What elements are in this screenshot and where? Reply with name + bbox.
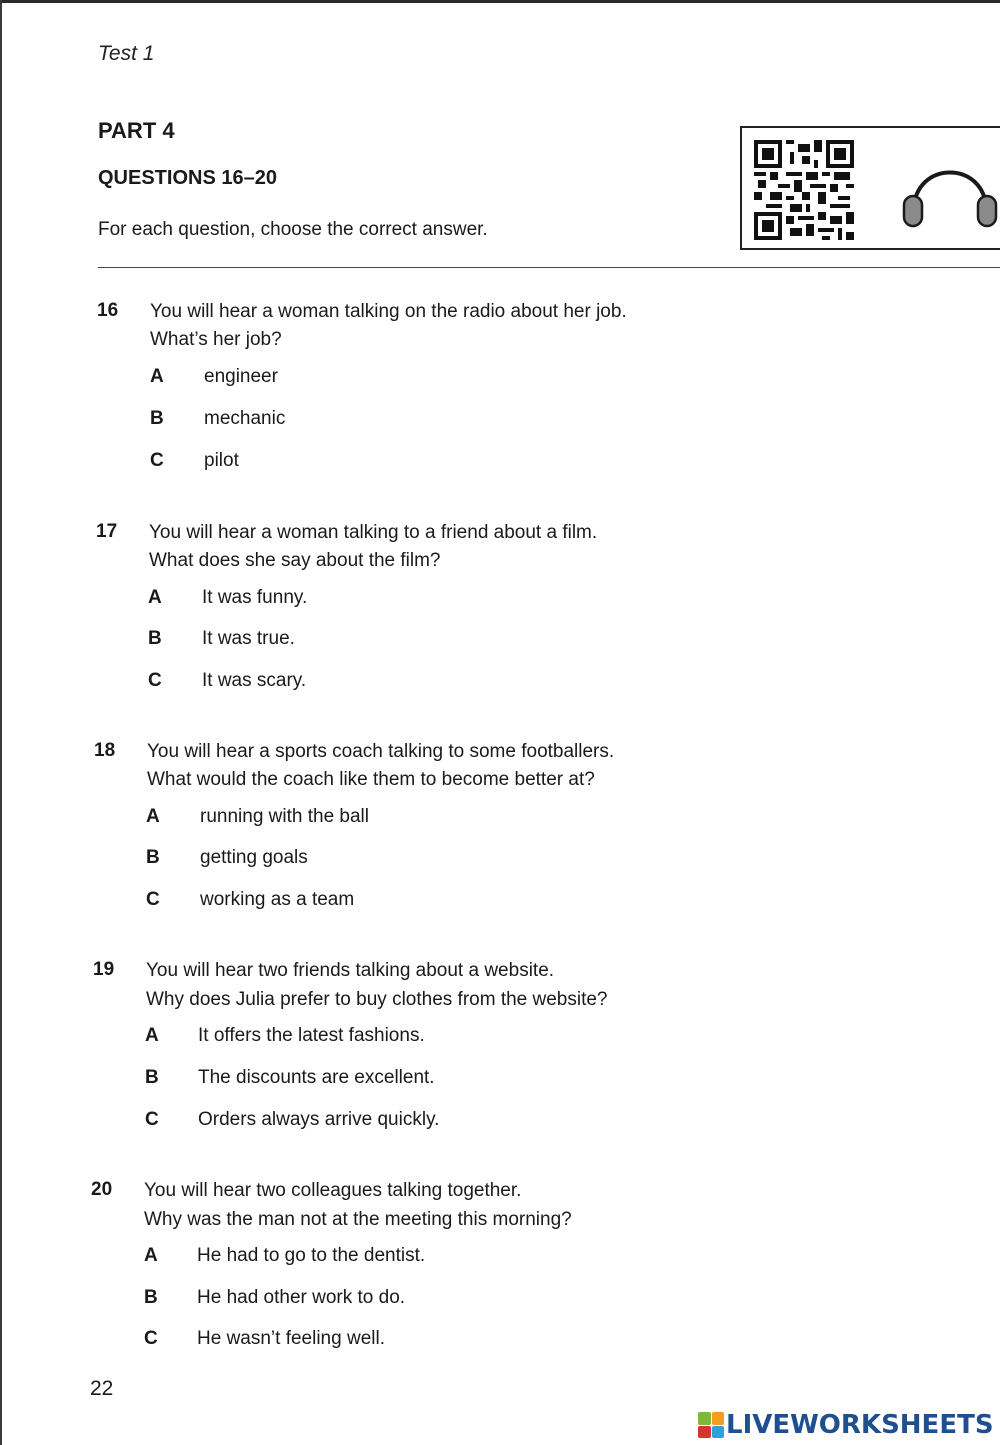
questions-range: QUESTIONS 16–20: [98, 167, 277, 189]
option-b[interactable]: The discounts are excellent.: [198, 1067, 435, 1088]
logo-square-green: [698, 1412, 711, 1425]
logo-square-orange: [712, 1412, 725, 1425]
option-a[interactable]: It offers the latest fashions.: [198, 1025, 425, 1046]
test-label: Test 1: [98, 42, 155, 65]
option-c[interactable]: It was scary.: [202, 670, 307, 691]
option-c[interactable]: Orders always arrive quickly.: [198, 1109, 440, 1130]
option-letter-b[interactable]: B: [144, 1287, 158, 1308]
option-letter-b[interactable]: B: [148, 628, 162, 649]
headphones-icon: [900, 148, 1000, 238]
question-prompt: You will hear two colleagues talking together.: [144, 1180, 522, 1201]
question-text: Why does Julia prefer to buy clothes from the website?: [146, 989, 608, 1010]
option-b[interactable]: He had other work to do.: [197, 1287, 406, 1308]
question-text: What would the coach like them to become better at?: [147, 769, 595, 790]
option-a[interactable]: running with the ball: [200, 806, 369, 827]
option-letter-b[interactable]: B: [150, 408, 164, 429]
option-c[interactable]: working as a team: [200, 889, 355, 910]
page-top-edge: [0, 0, 1000, 3]
logo-square-red: [698, 1426, 711, 1439]
audio-box: [740, 126, 1000, 250]
question-text: Why was the man not at the meeting this morning?: [144, 1209, 572, 1230]
option-c[interactable]: He wasn’t feeling well.: [197, 1328, 385, 1349]
question-prompt: You will hear a woman talking on the radio about her job.: [150, 301, 627, 322]
option-letter-a[interactable]: A: [148, 587, 162, 608]
page-number: 22: [90, 1377, 114, 1400]
option-letter-a[interactable]: A: [144, 1245, 158, 1266]
brand-name: LIVEWORKSHEETS: [726, 1410, 994, 1440]
question-number: 20: [91, 1179, 113, 1200]
part-title: PART 4: [98, 118, 175, 143]
option-a[interactable]: It was funny.: [202, 587, 308, 608]
option-letter-c[interactable]: C: [150, 450, 164, 471]
option-b[interactable]: getting goals: [200, 847, 308, 868]
option-letter-b[interactable]: B: [145, 1067, 159, 1088]
option-letter-a[interactable]: A: [146, 806, 160, 827]
option-letter-c[interactable]: C: [145, 1109, 159, 1130]
liveworksheets-logo[interactable]: [698, 1408, 994, 1442]
question-prompt: You will hear two friends talking about a website.: [146, 960, 555, 981]
option-letter-c[interactable]: C: [148, 670, 162, 691]
header-divider: [98, 267, 1000, 268]
option-letter-a[interactable]: A: [150, 366, 164, 387]
instructions: For each question, choose the correct answer.: [98, 219, 488, 240]
option-c[interactable]: pilot: [204, 450, 239, 471]
page-left-edge: [0, 0, 2, 1445]
option-letter-c[interactable]: C: [146, 889, 160, 910]
option-b[interactable]: It was true.: [202, 628, 295, 649]
option-a[interactable]: engineer: [204, 366, 278, 387]
liveworksheets-logo-icon: [698, 1412, 724, 1438]
option-letter-c[interactable]: C: [144, 1328, 158, 1349]
option-letter-a[interactable]: A: [145, 1025, 159, 1046]
question-prompt: You will hear a woman talking to a friend about a film.: [149, 522, 598, 543]
option-b[interactable]: mechanic: [204, 408, 286, 429]
logo-square-cyan: [712, 1426, 725, 1439]
question-number: 17: [96, 521, 118, 542]
option-a[interactable]: He had to go to the dentist.: [197, 1245, 426, 1266]
qr-code-icon[interactable]: [754, 140, 854, 240]
question-number: 16: [97, 300, 119, 321]
option-letter-b[interactable]: B: [146, 847, 160, 868]
question-number: 18: [94, 740, 116, 761]
question-prompt: You will hear a sports coach talking to some footballers.: [147, 741, 615, 762]
question-text: What does she say about the film?: [149, 550, 441, 571]
question-text: What’s her job?: [150, 329, 282, 350]
question-number: 19: [93, 959, 115, 980]
